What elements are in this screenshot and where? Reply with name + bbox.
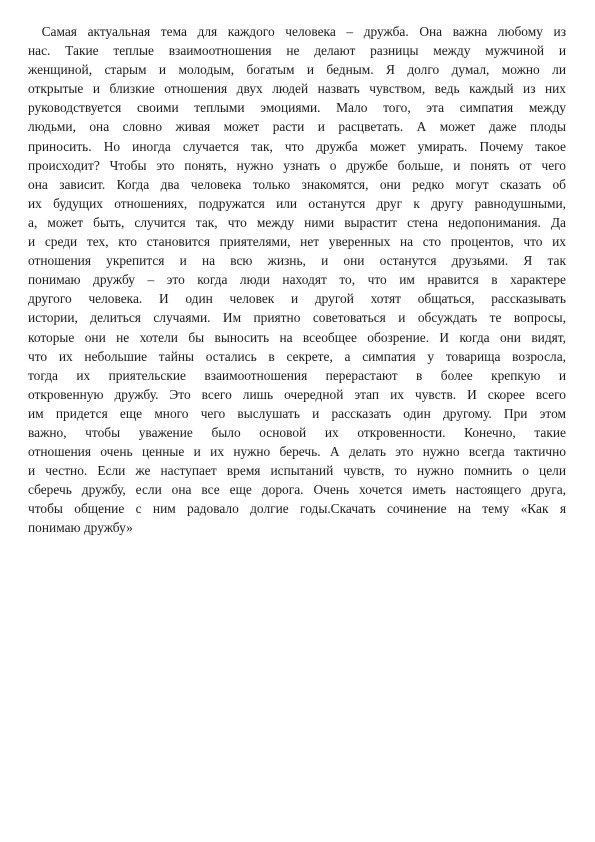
text-line: сберечь дружбу, если она все еще дорога. Очень хочется иметь настоящего друга,	[28, 482, 566, 498]
text-line: отношения очень ценные и их нужно беречь. А делать это нужно всегда тактично	[28, 444, 566, 460]
text-line: происходит? Чтобы это понять, нужно узнать о дружбе больше, и понять от чего	[28, 157, 566, 173]
text-line: а, может быть, случится так, что между ними вырастит стена недопонимания. Да	[28, 214, 566, 230]
text-line-last: понимаю дружбу»	[28, 520, 133, 536]
text-line: которые они не хотели бы выносить на всеобщее обозрение. И когда они видят,	[28, 329, 566, 345]
essay-text	[28, 22, 566, 538]
text-line: женщиной, старым и молодым, богатым и бедным. Я долго думал, можно ли	[28, 62, 566, 78]
text-line: она зависит. Когда два человека только знакомятся, они редко могут сказать об	[28, 176, 566, 192]
text-line: им придется еще много чего выслушать и рассказать один другому. При этом	[28, 405, 566, 421]
text-line: и честно. Если же наступает время испытаний чувств, то нужно помнить о цели	[28, 463, 566, 479]
text-line: и среди тех, кто становится приятелями, нет уверенных на сто процентов, что их	[28, 234, 566, 250]
text-line: отношения укрепится и на всю жизнь, и они останутся друзьями. Я так	[28, 253, 566, 269]
text-line: их будущих отношениях, подружатся или останутся друг к другу равнодушными,	[28, 195, 566, 211]
text-line: нас. Такие теплые взаимоотношения не делают разницы между мужчиной и	[28, 43, 566, 59]
text-line: понимаю дружбу – это когда люди находят то, что им нравится в характере	[28, 272, 566, 288]
text-line: тогда их приятельские взаимоотношения перерастают в более крепкую и	[28, 367, 566, 383]
text-line: другого человека. И один человек и другой хотят общаться, рассказывать	[28, 291, 566, 307]
text-line: открытые и близкие отношения двух людей назвать чувством, ведь каждый из них	[28, 81, 566, 97]
text-line: истории, делиться случаями. Им приятно советоваться и обсуждать те вопросы,	[28, 310, 566, 326]
text-line: приносить. Но иногда случается так, что дружба может умирать. Почему такое	[28, 138, 566, 154]
text-line: чтобы общение с ним радовало долгие годы.Скачать сочинение на тему «Как я	[28, 501, 566, 517]
text-line: Самая актуальная тема для каждого человека – дружба. Она важна любому из	[41, 24, 566, 39]
text-line: людьми, она словно живая может расти и расцветать. А может даже плоды	[28, 119, 566, 135]
text-line: что их небольшие тайны остались в секрете, а симпатия у товарища возросла,	[28, 348, 566, 364]
text-line: руководствуется своими теплыми эмоциями. Мало того, эта симпатия между	[28, 100, 566, 116]
text-line: откровенную дружбу. Это всего лишь очередной этап их чувств. И скорее всего	[28, 386, 566, 402]
text-line: важно, чтобы уважение было основой их откровенности. Конечно, такие	[28, 424, 566, 440]
